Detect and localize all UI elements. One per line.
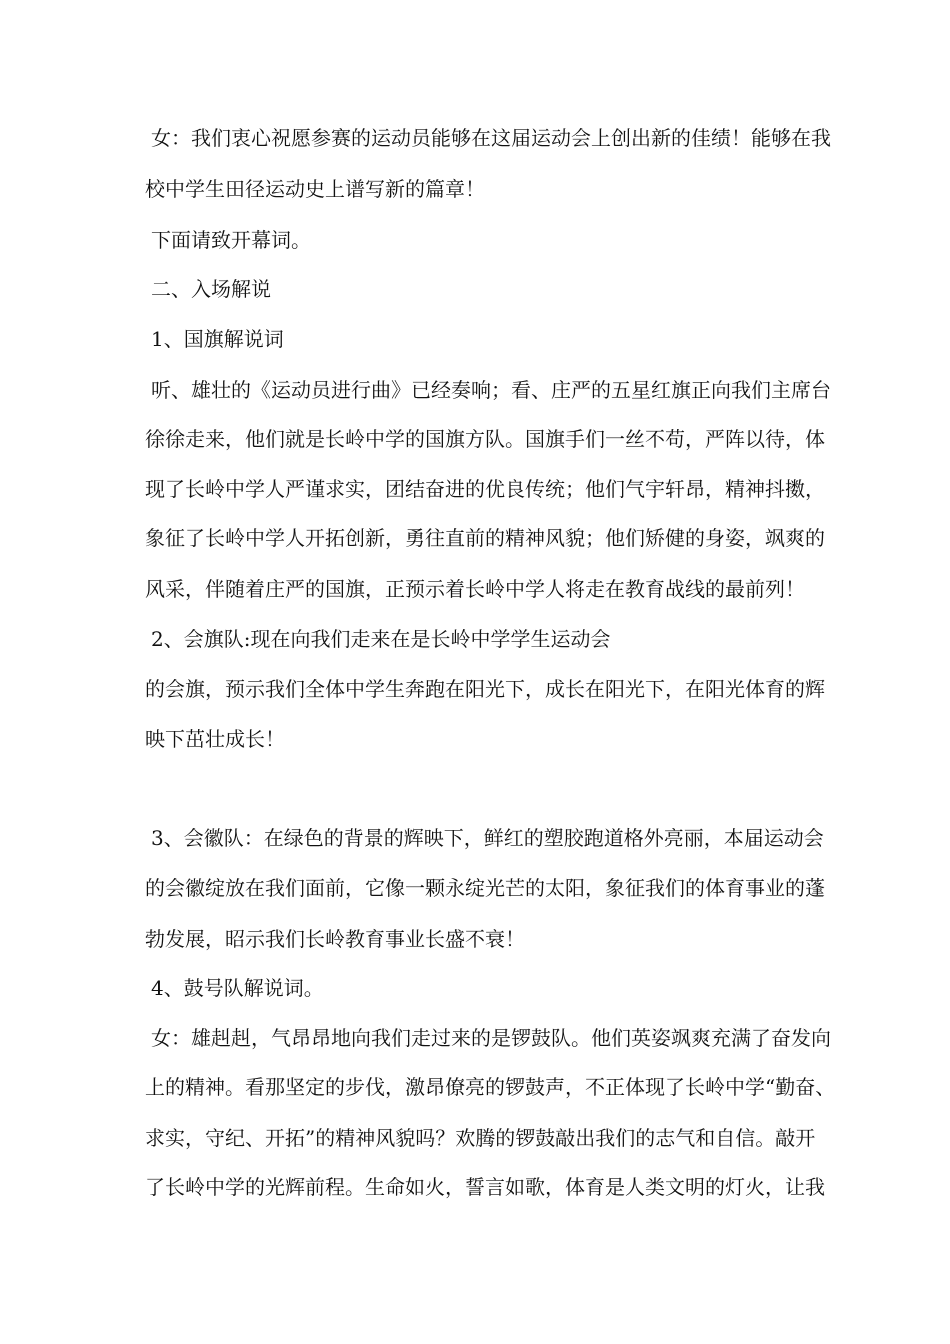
subsection-heading: 4、鼓号队解说词。 xyxy=(151,976,324,1000)
subsection-heading: 1、国旗解说词 xyxy=(151,327,284,351)
paragraph-line: 的会徽绽放在我们面前，它像一颗永绽光芒的太阳，象征我们的体育事业的蓬 xyxy=(145,876,825,900)
paragraph-line: 听、雄壮的《运动员进行曲》已经奏响；看、庄严的五星红旗正向我们主席台 xyxy=(151,378,831,402)
paragraph-line: 象征了长岭中学人开拓创新，勇往直前的精神风貌；他们矫健的身姿，飒爽的 xyxy=(145,526,825,550)
paragraph-line: 3、会徽队：在绿色的背景的辉映下，鲜红的塑胶跑道格外亮丽，本届运动会 xyxy=(151,826,824,850)
paragraph-line: 校中学生田径运动史上谱写新的篇章！ xyxy=(145,177,485,201)
paragraph-line: 下面请致开幕词。 xyxy=(151,228,311,252)
paragraph-line: 徐徐走来，他们就是长岭中学的国旗方队。国旗手们一丝不苟，严阵以待，体 xyxy=(145,427,825,451)
paragraph-line: 求实，守纪、开拓”的精神风貌吗？欢腾的锣鼓敲出我们的志气和自信。敲开 xyxy=(145,1126,816,1150)
paragraph-line: 上的精神。看那坚定的步伐，激昂僚亮的锣鼓声，不正体现了长岭中学“勤奋、 xyxy=(145,1075,836,1099)
paragraph-line: 了长岭中学的光辉前程。生命如火，誓言如歌，体育是人类文明的灯火，让我 xyxy=(145,1175,825,1199)
paragraph-line: 的会旗，预示我们全体中学生奔跑在阳光下，成长在阳光下，在阳光体育的辉 xyxy=(145,677,825,701)
section-heading: 二、入场解说 xyxy=(151,277,271,301)
subsection-heading: 2、会旗队:现在向我们走来在是长岭中学学生运动会 xyxy=(151,627,611,651)
paragraph-line: 女：我们衷心祝愿参赛的运动员能够在这届运动会上创出新的佳绩！能够在我 xyxy=(151,126,831,150)
paragraph-line: 风采，伴随着庄严的国旗，正预示着长岭中学人将走在教育战线的最前列！ xyxy=(145,577,805,601)
paragraph-line: 现了长岭中学人严谨求实，团结奋进的优良传统；他们气宇轩昂，精神抖擞， xyxy=(145,477,825,501)
paragraph-line: 映下茁壮成长！ xyxy=(145,727,285,751)
paragraph-line: 女：雄赳赳，气昂昂地向我们走过来的是锣鼓队。他们英姿飒爽充满了奋发向 xyxy=(151,1026,831,1050)
paragraph-line: 勃发展，昭示我们长岭教育事业长盛不衰！ xyxy=(145,927,525,951)
